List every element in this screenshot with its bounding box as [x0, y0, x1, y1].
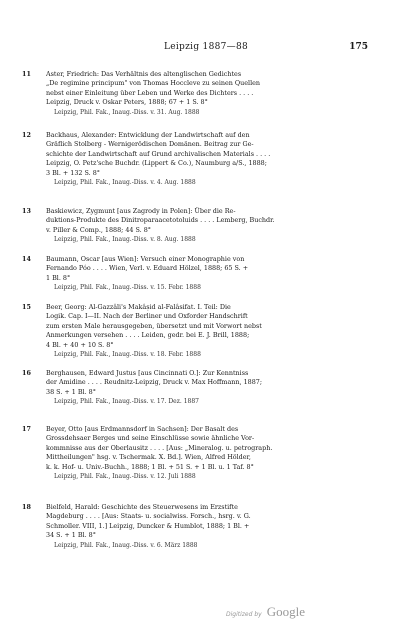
entry-note: Leipzig, Phil. Fak., Inaug.-Diss. v. 17. Dez. 1887 — [54, 398, 199, 406]
entry-note: Leipzig, Phil. Fak., Inaug.-Diss. v. 31. Aug. 1888 — [54, 108, 200, 116]
entry-line: der Amidine . . . . Reudnitz-Leipzig, Druck v. Max Hoffmann, 1887; — [46, 378, 262, 387]
entry-line: schichte der Landwirtschaft auf Grund archivalischen Materials . . . . — [46, 149, 271, 158]
entry-line: Anmerkungen versehen . . . . Leiden, gedr. bei E. J. Brill, 1888; — [46, 331, 250, 340]
entry-line: Aster, Friedrich: Das Verhältnis des altenglischen Gedichtes — [46, 70, 242, 78]
entry-body — [46, 131, 372, 187]
entry-line: duktions-Produkte des Dinitroparaacetotoluids . . . . Lemberg, Buchdr. — [46, 216, 275, 225]
entry-body — [46, 303, 372, 359]
entry-line: v. Piller & Comp., 1888; 44 S. 8° — [46, 225, 152, 234]
entry-number: 15 — [22, 303, 31, 311]
entry-line: Grossdehsaer Berges und seine Einschlüsse sowie ähnliche Vor- — [46, 434, 255, 443]
entry-line: Beer, Georg: Al-Gazzâli's Makâṣid al-Falâsifat. I. Teil: Die — [46, 303, 231, 311]
entry-line: Fernando Póo . . . . Wien, Verl. v. Eduard Hölzel, 1888; 65 S. + — [46, 264, 249, 273]
entry-line: zum ersten Male herausgegeben, übersetzt und mit Vorwort nebst — [46, 321, 262, 330]
entry-line: Baskiewicz, Zygmunt [aus Zagrody in Polen]: Über die Re- — [46, 207, 236, 215]
entry-body — [46, 369, 372, 407]
digitized-by-label: Digitized by — [226, 611, 262, 618]
entry-line: 4 Bl. + 40 + 10 S. 8° — [46, 340, 114, 349]
entry-line: Leipzig, Druck v. Oskar Peters, 1888; 67 + 1 S. 8° — [46, 98, 208, 107]
entry-note: Leipzig, Phil. Fak., Inaug.-Diss. v. 15. Febr. 1888 — [54, 284, 201, 292]
entry-line: Bielfeld, Harald: Geschichte des Steuerwesens im Erzstifte — [46, 503, 238, 511]
google-logo: Google — [266, 604, 306, 619]
entry-line: Backhaus, Alexander: Entwicklung der Landwirtschaft auf den — [46, 131, 250, 139]
entry-note: Leipzig, Phil. Fak., Inaug.-Diss. v. 4. Aug. 1888 — [54, 179, 196, 187]
entry-line: 38 S. + 1 Bl. 8° — [46, 387, 96, 396]
entry-line: 1 Bl. 8° — [46, 273, 71, 282]
running-title: Leipzig 1887—88 — [163, 42, 249, 52]
entry-body — [46, 70, 372, 117]
page-number: 175 — [349, 42, 368, 52]
entry-line: „De regimine principum" von Thomas Hoccleve zu seinen Quellen — [46, 79, 261, 88]
entry-note: Leipzig, Phil. Fak., Inaug.-Diss. v. 8. Aug. 1888 — [54, 236, 196, 244]
entry-line: Gräflich Stolberg - Wernigerödischen Domänen. Beitrag zur Ge- — [46, 140, 254, 149]
entry-line: Logik. Cap. I—II. Nach der Berliner und Oxforder Handschrift — [46, 312, 248, 321]
entry-line: Leipzig, O. Petz'sche Buchdr. (Lippert & Co.), Naumburg a/S., 1888; — [46, 159, 267, 168]
entry-line: Berghausen, Edward Justus [aus Cincinnati O.]: Zur Kenntniss — [46, 369, 249, 377]
entry-line: Magdeburg . . . . [Aus: Staats- u. socialwiss. Forsch., hsrg. v. G. — [46, 512, 251, 521]
entry-line: Beyer, Otto [aus Erdmannsdorf in Sachsen]: Der Basalt des — [46, 425, 239, 433]
entry-line: k. k. Hof- u. Univ.-Buchh., 1888; 1 Bl. + 51 S. + 1 Bl. u. 1 Taf. 8° — [46, 462, 254, 471]
entry-note: Leipzig, Phil. Fak., Inaug.-Diss. v. 12. Juli 1888 — [54, 473, 196, 481]
digitization-watermark — [226, 601, 305, 620]
entry-number: 12 — [22, 131, 31, 139]
entry-line: kommnisse aus der Oberlausitz . . . . [Aus: „Mineralog. u. petrograph. — [46, 443, 273, 452]
entry-number: 14 — [22, 255, 31, 263]
entry-line: Baumann, Oscar [aus Wien]: Versuch einer Monographie von — [46, 255, 245, 263]
entry-body — [46, 207, 372, 245]
entry-number: 18 — [22, 503, 31, 511]
entry-number: 13 — [22, 207, 31, 215]
entry-line: 34 S. + 1 Bl. 8° — [46, 531, 96, 540]
entry-body — [46, 255, 372, 293]
entry-number: 17 — [22, 425, 31, 433]
entry-note: Leipzig, Phil. Fak., Inaug.-Diss. v. 6. März 1888 — [54, 541, 198, 549]
entry-line: 3 Bl. + 132 S. 8° — [46, 168, 100, 177]
entry-line: Mittheilungen" hsg. v. Tschermak. X. Bd.]. Wien, Alfred Hölder, — [46, 453, 251, 462]
entry-line: nebst einer Einleitung über Leben und Werke des Dichters . . . . — [46, 88, 254, 97]
entry-number: 11 — [22, 70, 31, 78]
entry-number: 16 — [22, 369, 31, 377]
entry-note: Leipzig, Phil. Fak., Inaug.-Diss. v. 18. Febr. 1888 — [54, 351, 201, 359]
page-header — [44, 42, 368, 56]
entry-body — [46, 425, 372, 481]
entry-body — [46, 503, 372, 550]
entry-line: Schmoller. VIII, 1.] Leipzig, Duncker & Humblot, 1888; 1 Bl. + — [46, 521, 250, 530]
